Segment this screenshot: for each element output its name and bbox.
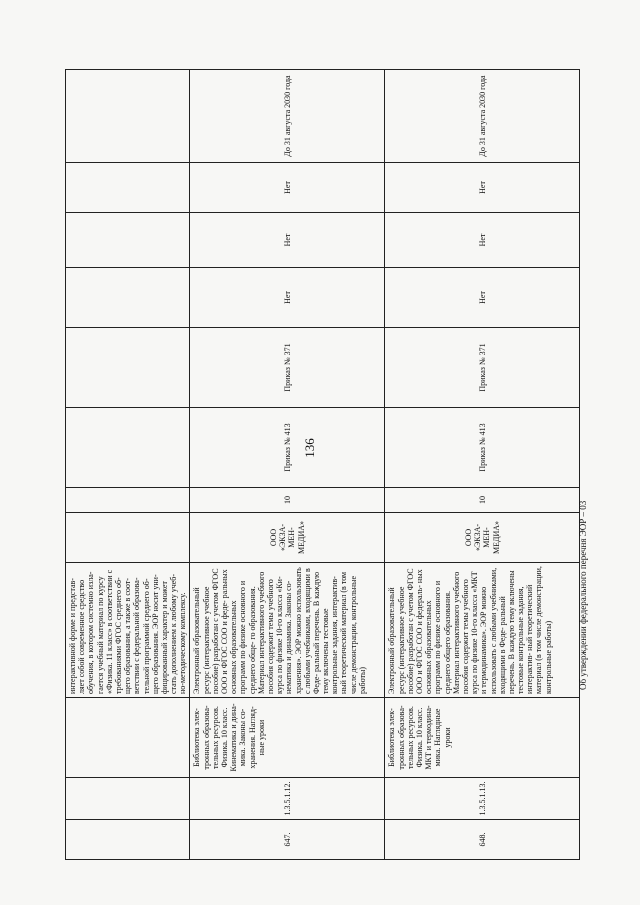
row-number: 648.: [385, 820, 580, 860]
row-description: Электронный образовательный ресурс (интерактивное учебное пособие) разработан с учетом ФГОС ООО и ФГОС СОО и феде- ральных основных образовательных программ по физике основного и среднего обще- го образования. Материал интерактивного учебного пособия содержит темы учебного курса по физике 10-го класса «Ки- нематика и динамика. Законы со- хранения». ЭОР можно использовать с любыми учебниками, входящими в Феде- ральный перечень. В каждую тему включены тестовые контрольные задания, интерактив- ный теоретический материал (в том числе демонстрации, контрольные работы): [190, 563, 385, 698]
row-org: ООО «ЭКЗА- МЕН-МЕДИА»: [190, 513, 385, 563]
row-v3: Нет: [190, 163, 385, 213]
eor-table: [65, 69, 580, 860]
footer-text: Об утверждении федерального перечня ЭОР – 03: [578, 500, 588, 690]
row-v1: Нет: [190, 268, 385, 328]
row-org: ООО «ЭКЗА- МЕН-МЕДИА»: [385, 513, 580, 563]
row-order1: Приказ № 413: [190, 408, 385, 488]
document-table-rotated: [65, 70, 585, 860]
table-row: [385, 70, 580, 860]
row-number: 647.: [190, 820, 385, 860]
table-row: [190, 70, 385, 860]
row-order2: Приказ № 371: [385, 328, 580, 408]
row-deadline: До 31 августа 2030 года: [385, 70, 580, 163]
row-description: Электронный образовательный ресурс (интерактивное учебное пособие) разработан с учетом ФГОС ООО и ФГОС СОО и федераль- ных основных образовательных программ по физике основного и среднего общего образования. Материал интерактивного учебного пособия содержит темы учебного курса по физике 10-го класса «МКТ и термодинамика». ЭОР можно использовать с любыми учебниками, входящими в Феде- ральный перечень. В каждую тему включены тестовые контрольные задания, интерактив- ный теоретический материал (в том числе демонстрации, контрольные работы): [385, 563, 580, 698]
row-grade: 10: [385, 488, 580, 513]
row-grade: 10: [190, 488, 385, 513]
continuation-description: интерактивной форме и представ- ляет собой современное средство обучения, в котором системно изла- гается учебный материал по курсу «Физика. 11 класс» в соответствии с требованиями ФГОС среднего об- щего образования, а также в соот- ветствии с федеральной образова- тельной программой среднего об- щего образования. ЭОР носит уни- фицированный характер и может стать дополнением к любому учеб- но-методическому комплексу.: [66, 563, 190, 698]
row-deadline: До 31 августа 2030 года: [190, 70, 385, 163]
row-order1: Приказ № 413: [385, 408, 580, 488]
row-v2: Нет: [385, 213, 580, 268]
row-order2: Приказ № 371: [190, 328, 385, 408]
row-v1: Нет: [385, 268, 580, 328]
page-number: 136: [301, 438, 317, 458]
row-name: Библиотека элек- тронных образова- тельных ресурсов. Физика. 10 класс. МКТ и термодина- мика. Наглядные уроки: [385, 698, 580, 778]
row-v2: Нет: [190, 213, 385, 268]
row-code: 1.3.5.1.12.: [190, 778, 385, 820]
row-code: 1.3.5.1.13.: [385, 778, 580, 820]
row-name: Библиотека элек- тронных образова- тельных ресурсов. Физика. 10 класс. Кинематика и дина- мика. Законы со- хранения. Нагляд- ные уроки: [190, 698, 385, 778]
row-v3: Нет: [385, 163, 580, 213]
table-row-continuation: [66, 70, 190, 860]
